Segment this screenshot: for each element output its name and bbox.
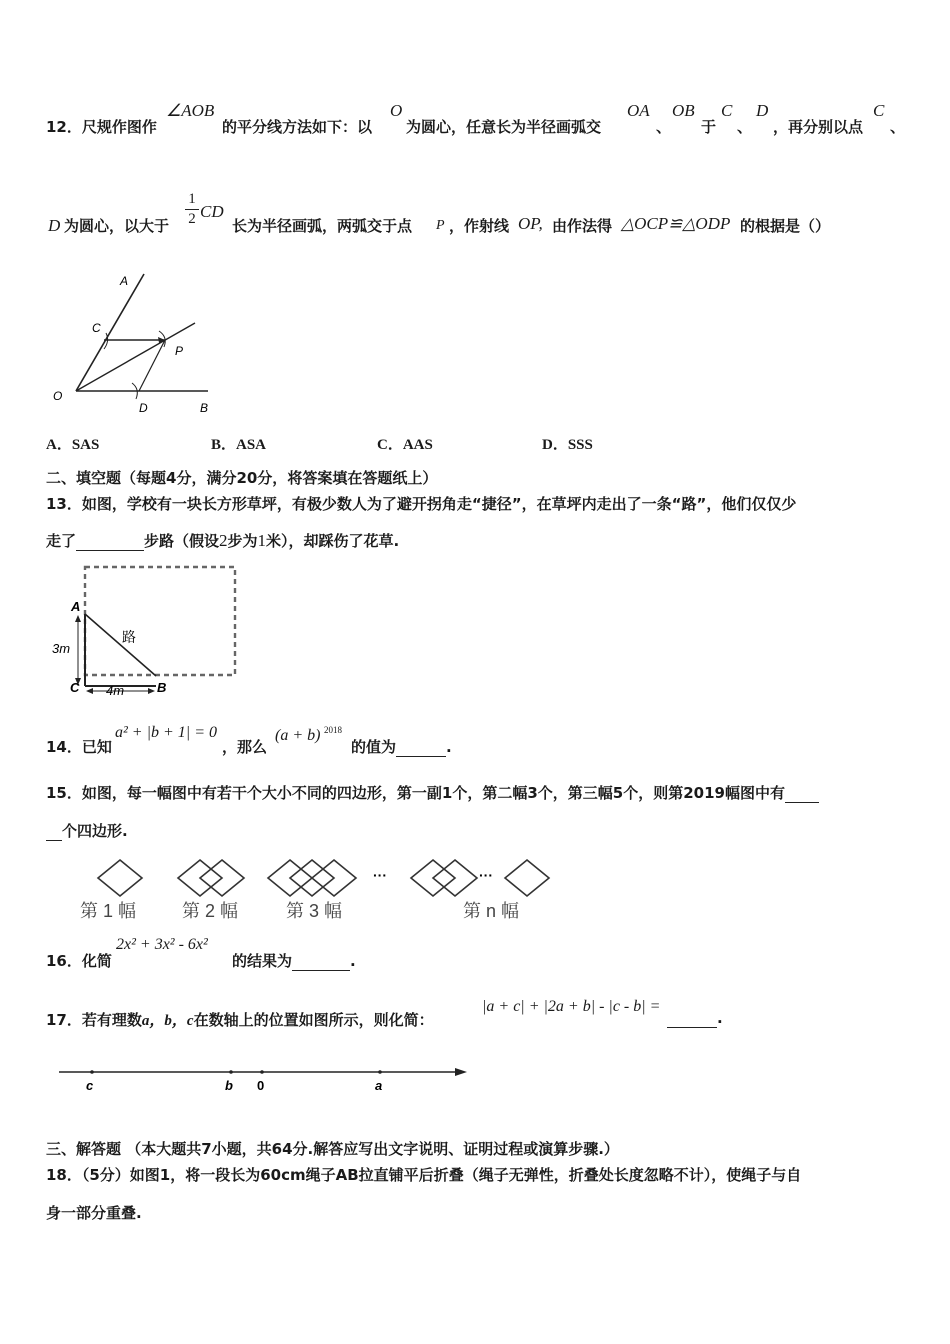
q16-text-1: 化简 <box>81 952 112 970</box>
q14-power-base: (a + b) <box>275 727 321 744</box>
q13-lawn-figure <box>44 560 244 700</box>
q12-fraction <box>185 191 199 228</box>
q17-line <box>46 1009 434 1030</box>
q12-text-10: 的根据是（） <box>740 217 831 235</box>
ellipsis-1: ··· <box>373 867 387 883</box>
dim-bottom-arrow-right <box>148 688 155 694</box>
q17-answer-blank[interactable] <box>667 1009 717 1028</box>
q12-segment-cd: CD <box>200 202 224 221</box>
label-a: a <box>375 1078 383 1093</box>
q14-power-exponent: 2018 <box>324 725 342 735</box>
q12-sep-2: 、 <box>737 118 753 136</box>
q13-text-4: 米），却踩伤了花草. <box>266 532 400 550</box>
point-c <box>90 1070 94 1074</box>
fraction-numerator: 1 <box>188 191 196 207</box>
q12-point-p: P <box>436 218 445 233</box>
label-a: A <box>120 274 129 288</box>
label-c: C <box>70 680 80 695</box>
section-3-title: 三、解答题 （本大题共7小题，共64分.解答应写出文字说明、证明过程或演算步骤.） <box>46 1140 619 1158</box>
q15-answer-blank-1[interactable] <box>785 784 819 803</box>
label-b: b <box>225 1078 233 1093</box>
q17-answer <box>667 1009 723 1028</box>
point-zero <box>260 1070 264 1074</box>
q18-line1: 18．（5分）如图1，将一段长为60cm绳子AB拉直铺平后折叠（绳子无弹性，折叠处长度忽略不计），使绳子与自 <box>46 1166 802 1184</box>
q12-text-3: 为圆心，任意长为半径画弧交 <box>406 118 602 136</box>
q12-sep-3: 、 <box>890 118 906 136</box>
point-b <box>229 1070 233 1074</box>
q17-number: 17． <box>46 1011 82 1029</box>
q12-option-a[interactable]: A．SAS <box>46 437 100 453</box>
caption-fig-n: 第 n 幅 <box>463 901 520 921</box>
section-2-title: 二、填空题（每题4分，满分20分，将答案填在答题纸上） <box>46 469 438 487</box>
q12-number: 12． <box>46 118 82 136</box>
q17-period: . <box>717 1009 723 1027</box>
q13-line1 <box>46 493 796 514</box>
label-4m: 4m <box>106 683 125 698</box>
caption-fig-2: 第 2 幅 <box>182 901 239 921</box>
q12-point-d-2: D <box>48 216 61 235</box>
label-c: c <box>86 1078 94 1093</box>
q15-text-1: 如图，每一幅图中有若干个大小不同的四边形，第一副1个，第二幅3个，第三幅5个，则第2019幅图中有 <box>81 784 785 802</box>
axis-arrow <box>455 1068 467 1076</box>
q12-text-6: 为圆心，以大于 <box>64 217 170 235</box>
q16-text-2-label: 的结果为 <box>232 952 293 970</box>
q13-number: 13． <box>46 495 82 513</box>
fraction-denominator: 2 <box>188 211 196 227</box>
label-3m: 3m <box>52 641 71 656</box>
q15-quadrilateral-figure <box>70 850 560 926</box>
q12-option-d[interactable]: D．SSS <box>542 437 593 453</box>
q12-text: 尺规作图作 <box>81 118 157 136</box>
q14-text-3-label: 的值为 <box>351 738 397 756</box>
q17-text-2: 在数轴上的位置如图所示，则化简： <box>193 1011 434 1029</box>
fign-diamond-last <box>505 860 549 896</box>
caption-fig-3: 第 3 幅 <box>286 901 343 921</box>
q13-line2 <box>46 530 399 551</box>
q14-text-3 <box>351 736 452 757</box>
q14-line <box>46 736 112 757</box>
q12-point-c-2: C <box>873 101 885 120</box>
q17-text-1: 若有理数 <box>81 1011 142 1029</box>
q16-period: . <box>350 952 356 970</box>
label-o: O <box>53 389 63 403</box>
label-a: A <box>71 599 81 614</box>
q14-answer-blank[interactable] <box>396 738 446 757</box>
q13-answer-blank[interactable] <box>76 532 144 551</box>
q12-option-b[interactable]: B．ASA <box>211 437 267 453</box>
label-p: P <box>175 344 184 358</box>
q12-sep-1: 、 <box>656 118 672 136</box>
q12-text-5: ，再分别以点 <box>773 118 864 136</box>
q12-text-4: 于 <box>701 118 717 136</box>
dim-left-arrow-top <box>75 615 81 622</box>
fraction-bar <box>185 209 199 210</box>
q15-text-2: 个四边形. <box>62 822 128 840</box>
q16-text-2 <box>232 950 356 971</box>
dim-bottom-arrow-left <box>86 688 93 694</box>
q12-text-7: 长为半径画弧，两弧交于点 <box>232 217 413 235</box>
q12-congruence: △OCP≌△ODP <box>621 214 731 233</box>
q12-point-o: O <box>390 101 403 120</box>
q12-text-8: ，作射线 <box>449 217 510 235</box>
q12-ray-ob: OB <box>672 101 695 120</box>
q13-num-2: 2 <box>219 531 228 550</box>
q12-line1 <box>46 116 157 137</box>
q14-number: 14． <box>46 738 82 756</box>
q15-line2 <box>46 820 128 841</box>
q12-text-2: 的平分线方法如下：以 <box>222 118 373 136</box>
q12-point-c: C <box>721 101 733 120</box>
q12-option-c[interactable]: C．AAS <box>377 437 433 453</box>
q14-text-2: ，那么 <box>222 738 268 756</box>
q17-number-line <box>55 1060 475 1100</box>
q13-text: 如图，学校有一块长方形草坪，有极少数人为了避开拐角走“捷径”，在草坪内走出了一条“路”，他们仅仅少 <box>81 495 797 513</box>
q15-line1 <box>46 782 819 803</box>
q12-text-9: 由作法得 <box>552 217 613 235</box>
ray-oa-line <box>76 274 144 391</box>
q15-number: 15． <box>46 784 82 802</box>
label-c: C <box>92 321 101 335</box>
q12-point-d: D <box>756 101 769 120</box>
lawn-rectangle <box>85 567 235 675</box>
q12-ray-oa: OA <box>627 101 650 120</box>
fig1-diamond <box>98 860 142 896</box>
label-zero: 0 <box>257 1078 265 1093</box>
q12-ray-op: OP, <box>518 214 543 233</box>
q14-text-1: 已知 <box>81 738 112 756</box>
q16-expression: 2x² + 3x² - 6x² <box>116 936 208 953</box>
q15-answer-blank-2[interactable] <box>46 822 62 841</box>
q14-condition: a² + |b + 1| = 0 <box>115 724 217 741</box>
q18-line2: 身一部分重叠. <box>46 1204 142 1222</box>
q12-angle-aob: ∠AOB <box>166 101 215 120</box>
q16-line <box>46 950 112 971</box>
label-road: 路 <box>122 629 136 645</box>
label-d: D <box>139 401 148 415</box>
q16-number: 16． <box>46 952 82 970</box>
label-b: B <box>200 401 209 415</box>
point-a <box>378 1070 382 1074</box>
q14-period: . <box>446 738 452 756</box>
q17-expression: |a + c| + |2a + b| - |c - b| = <box>482 998 661 1015</box>
q17-variables: a，b，c <box>141 1013 194 1029</box>
q13-num-1: 1 <box>257 531 267 550</box>
q13-text-3: 步为 <box>227 532 258 550</box>
label-b: B <box>157 680 167 695</box>
q12-angle-bisector-figure <box>40 265 230 425</box>
q16-answer-blank[interactable] <box>292 952 350 971</box>
q13-text-1: 走了 <box>46 532 77 550</box>
ellipsis-2: ··· <box>479 867 493 883</box>
road-ab <box>85 614 156 676</box>
q13-text-2: 步路（假设 <box>144 532 220 550</box>
caption-fig-1: 第 1 幅 <box>80 901 137 921</box>
